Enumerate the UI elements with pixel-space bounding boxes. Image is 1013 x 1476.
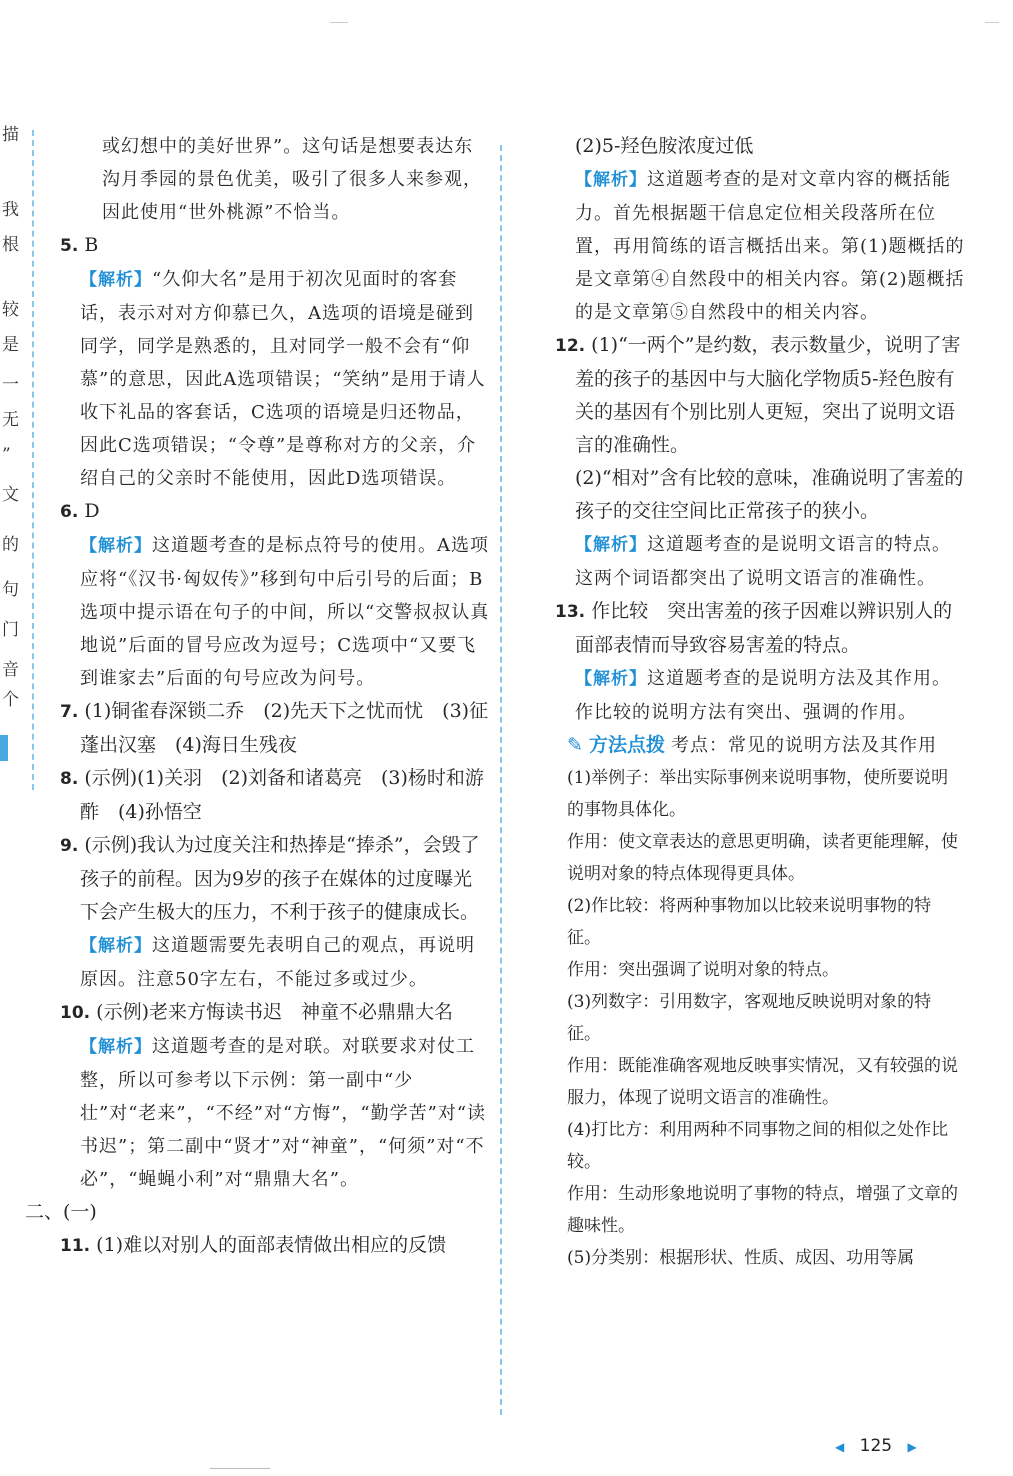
analysis-tag: 【解析】 [575, 535, 647, 555]
method-item: 作用：突出强调了说明对象的特点。 [567, 960, 839, 980]
prev-page-icon[interactable]: ◀ [835, 1440, 845, 1454]
section-heading: 二、(一) [25, 1201, 97, 1223]
text-body: 考点：常见的说明方法及其作用 [671, 735, 938, 756]
method-item: 作用：生动形象地说明了事物的特点，增强了文章的趣味性。 [567, 1184, 958, 1236]
text-body: 这道题考查的是对文章内容的概括能力。首先根据题干信息定位相关段落所在位置，再用简练的语言概括出来。第(1)题概括的是文章第④自然段中的相关内容。第(2)题概括的是文章第⑤自然段中的相关内容。 [575, 169, 965, 323]
analysis-tag: 【解析】 [80, 936, 152, 956]
question-number: 12. [555, 336, 586, 356]
method-item: 作用：既能准确客观地反映事实情况，又有较强的说服力，体现了说明文语言的准确性。 [567, 1056, 958, 1108]
method-item: (5)分类别：根据形状、性质、成因、功用等属 [567, 1248, 915, 1268]
question-number: 6. [60, 502, 79, 522]
edge-color-tab [0, 735, 8, 761]
edge-char: 根 [2, 235, 19, 255]
question-answer [555, 595, 965, 662]
column-divider [500, 145, 502, 1415]
text-body: 这道题考查的是标点符号的使用。A选项应将“《汉书·匈奴传》”移到句中后引号的后面；B选项中提示语在句子的中间，所以“交警叔叔认真地说”后面的冒号应改为逗号；C选项中“又要飞到谁家去”后面的句号应改为问号。 [80, 535, 490, 689]
text-body: (1)“一两个”是约数，表示数量少，说明了害羞的孩子的基因中与大脑化学物质5-羟色胺有关的基因有个别比别人更短，突出了说明文语言的准确性。 [575, 334, 961, 456]
text-body: (示例)我认为过度关注和热捧是“捧杀”，会毁了孩子的前程。因为9岁的孩子在媒体的过度曝光下会产生极大的压力，不利于孩子的健康成长。 [80, 834, 480, 923]
text-body: D [84, 500, 100, 522]
question-number: 13. [555, 602, 586, 622]
edge-char: 的 [2, 535, 19, 555]
question-answer [555, 329, 965, 462]
answer-line [555, 130, 965, 163]
top-mark [985, 22, 999, 23]
question-answer [60, 695, 490, 762]
analysis-block [555, 528, 965, 595]
edge-char: 是 [2, 335, 19, 355]
question-answer [60, 229, 490, 263]
question-answer [60, 1229, 490, 1263]
text-body: “久仰大名”是用于初次见面时的客套话，表示对对方仰慕已久，A选项的语境是碰到同学，同学是熟悉的，且对同学一般不会有“仰慕”的意思，因此A选项错误；“笑纳”是用于请人收下礼品的客套话，C选项的语境是归还物品，因此C选项错误；“令尊”是尊称对方的父亲，介绍自己的父亲时不能使用，因此D选项错误。 [80, 269, 486, 489]
text-body: 这道题考查的是说明文语言的特点。这两个词语都突出了说明文语言的准确性。 [575, 534, 951, 589]
question-answer [60, 829, 490, 929]
analysis-tag: 【解析】 [80, 536, 152, 556]
page-number: 125 [859, 1436, 893, 1456]
text-body: 作比较 突出害羞的孩子因难以辨识别人的面部表情而导致容易害羞的特点。 [575, 600, 953, 656]
method-item: (2)作比较：将两种事物加以比较来说明事物的特征。 [567, 896, 932, 948]
edge-char: 音 [2, 660, 19, 680]
edge-char: 一 [2, 375, 19, 395]
edge-char: 较 [2, 300, 19, 320]
edge-char: 句 [2, 580, 19, 600]
method-title: 方法点拨 [588, 734, 665, 756]
page-footer [835, 1436, 917, 1456]
question-number: 7. [60, 702, 79, 722]
analysis-tag: 【解析】 [80, 270, 152, 290]
text-body: (1)难以对别人的面部表情做出相应的反馈 [96, 1234, 447, 1256]
question-answer [60, 996, 490, 1030]
analysis-tag: 【解析】 [575, 170, 647, 190]
text-body: 这道题考查的是说明方法及其作用。作比较的说明方法有突出、强调的作用。 [575, 668, 951, 723]
edge-char: 我 [2, 200, 19, 220]
edge-char: 描 [2, 125, 19, 145]
left-margin-divider [32, 130, 34, 790]
analysis-block [60, 529, 490, 695]
text-body: (2)“相对”含有比较的意味，准确说明了害羞的孩子的交往空间比正常孩子的狭小。 [575, 467, 964, 522]
analysis-block [60, 929, 490, 996]
pen-icon: ✎ [567, 734, 589, 756]
question-answer [60, 495, 490, 529]
method-item: 作用：使文章表达的意思更明确，读者更能理解，使说明对象的特点体现得更具体。 [567, 832, 958, 884]
text-body: B [84, 234, 99, 256]
analysis-block [60, 263, 490, 495]
method-item: (1)举例子：举出实际事例来说明事物，使所要说明的事物具体化。 [567, 768, 949, 820]
question-number: 8. [60, 769, 79, 789]
text-body: (示例)(1)关羽 (2)刘备和诸葛亮 (3)杨时和游酢 (4)孙悟空 [80, 767, 484, 823]
answer-line [555, 462, 965, 528]
question-number: 10. [60, 1003, 91, 1023]
right-column [555, 130, 965, 1274]
edge-char: 无 [2, 410, 19, 430]
text-body: 这道题需要先表明自己的观点，再说明原因。注意50字左右，不能过多或过少。 [80, 935, 475, 990]
analysis-tag: 【解析】 [575, 669, 647, 689]
adjacent-page-edge [0, 120, 22, 800]
edge-char: ” [2, 445, 11, 465]
bottom-mark [210, 1468, 270, 1469]
analysis-block [555, 662, 965, 729]
edge-char: 个 [2, 690, 19, 710]
text-body: 这道题考查的是对联。对联要求对仗工整，所以可参考以下示例：第一副中“少壮”对“老来”，“不经”对“方悔”，“勤学苦”对“读书迟”；第二副中“贤才”对“神童”，“何须”对“不必”，“蝇蝇小利”对“鼎鼎大名”。 [80, 1036, 487, 1190]
next-page-icon[interactable]: ▶ [907, 1440, 917, 1454]
analysis-block [555, 163, 965, 329]
question-number: 9. [60, 836, 79, 856]
text-body: (示例)老来方悔读书迟 神童不必鼎鼎大名 [96, 1001, 453, 1023]
text-body: (1)铜雀春深锁二乔 (2)先天下之忧而忧 (3)征蓬出汉塞 (4)海日生残夜 [80, 700, 489, 756]
edge-char: 文 [2, 485, 19, 505]
method-item: (4)打比方：利用两种不同事物之间的相似之处作比较。 [567, 1120, 949, 1172]
question-number: 11. [60, 1236, 91, 1256]
method-item: (3)列数字：引用数字，客观地反映说明对象的特征。 [567, 992, 932, 1044]
question-number: 5. [60, 236, 79, 256]
answer-line [60, 130, 490, 229]
top-mark [330, 22, 348, 23]
text-body: (2)5-羟色胺浓度过低 [575, 135, 754, 157]
analysis-tag: 【解析】 [80, 1037, 152, 1057]
text-body: 或幻想中的美好世界”。这句话是想要表达东沟月季园的景色优美，吸引了很多人来参观，因此使用“世外桃源”不恰当。 [102, 136, 482, 223]
method-box-header [555, 729, 965, 762]
analysis-block [60, 1030, 490, 1196]
question-answer [60, 762, 490, 829]
edge-char: 门 [2, 620, 19, 640]
left-column [25, 130, 490, 1263]
